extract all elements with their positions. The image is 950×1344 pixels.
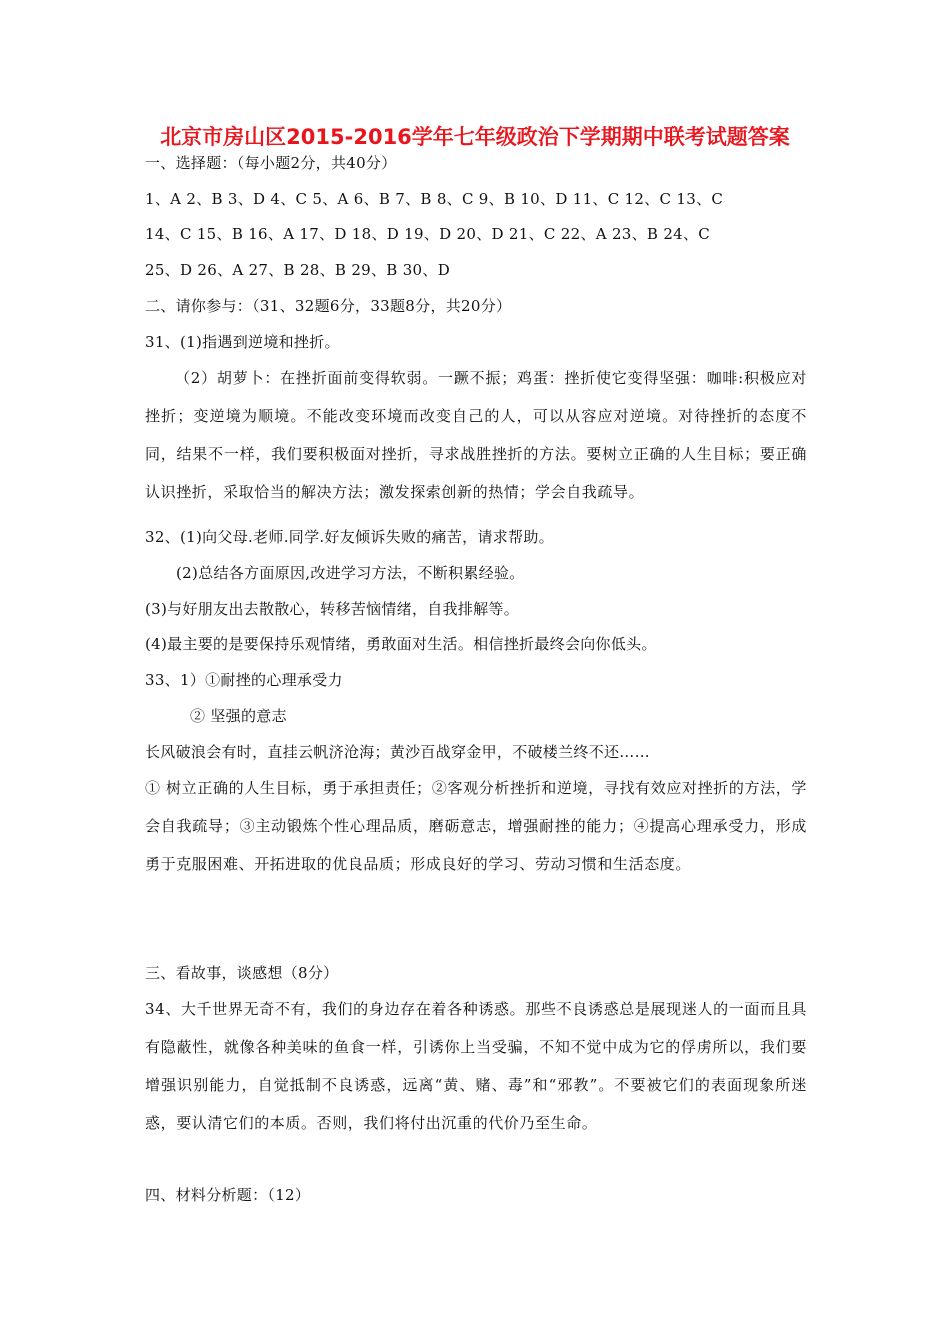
q33-part1: 33、1）①耐挫的心理承受力 [145,671,343,689]
answers-row-2: 14、C 15、B 16、A 17、D 18、D 19、D 20、D 21、C 22、A 23、B 24、C [145,225,711,243]
section2-heading: 二、请你参与：（31、32题6分，33题8分，共20分） [145,297,512,315]
q32-part2: (2)总结各方面原因,改进学习方法，不断积累经验。 [176,564,525,582]
q32-part4: (4)最主要的是要保持乐观情绪，勇敢面对生活。相信挫折最终会向你低头。 [145,635,657,653]
section4-heading: 四、材料分析题：（12） [145,1186,311,1204]
answers-row-3: 25、D 26、A 27、B 28、B 29、B 30、D [145,261,451,279]
q34-answer: 34、大千世界无奇不有，我们的身边存在着各种诱惑。那些不良诱惑总是展现迷人的一面而且具有隐蔽性，就像各种美味的鱼食一样，引诱你上当受骗，不知不觉中成为它的俘虏所以，我们要增强识别能力，自觉抵制不良诱惑，远离“黄、赌、毒”和“邪教”。不要被它们的表面现象所迷惑，要认清它们的本质。否则，我们将付出沉重的代价乃至生命。 [145,1000,807,1132]
q33-answer: ① 树立正确的人生目标，勇于承担责任；②客观分析挫折和逆境，寻找有效应对挫折的方法，学会自我疏导；③主动锻炼个性心理品质，磨砺意志，增强耐挫的能力；④提高心理承受力，形成勇于克服困难、开拓进取的优良品质；形成良好的学习、劳动习惯和生活态度。 [145,779,807,873]
section3-heading: 三、看故事，谈感想（8分） [145,964,339,982]
answers-row-1: 1、A 2、B 3、D 4、C 5、A 6、B 7、B 8、C 9、B 10、D 11、C 12、C 13、C [145,190,724,208]
q33-part2: ② 坚强的意志 [190,707,287,725]
q31-part1: 31、(1)指遇到逆境和挫折。 [145,333,340,351]
q32-part1: 32、(1)向父母.老师.同学.好友倾诉失败的痛苦，请求帮助。 [145,528,554,546]
section1-heading: 一、选择题：（每小题2分，共40分） [145,154,397,172]
q32-part3: (3)与好朋友出去散散心，转移苦恼情绪，自我排解等。 [145,600,520,618]
q33-poem: 长风破浪会有时，直挂云帆济沧海；黄沙百战穿金甲，不破楼兰终不还…… [145,743,650,761]
q31-part2: （2）胡萝卜：在挫折面前变得软弱。一蹶不振；鸡蛋：挫折使它变得坚强：咖啡:积极应对挫折；变逆境为顺境。不能改变环境而改变自己的人，可以从容应对逆境。对待挫折的态度不同，结果不一样，我们要积极面对挫折，寻求战胜挫折的方法。要树立正确的人生目标；要正确认识挫折，采取恰当的解决方法；激发探索创新的热情；学会自我疏导。 [145,369,807,501]
document-title: 北京市房山区2015-2016学年七年级政治下学期期中联考试题答案 [160,125,790,149]
